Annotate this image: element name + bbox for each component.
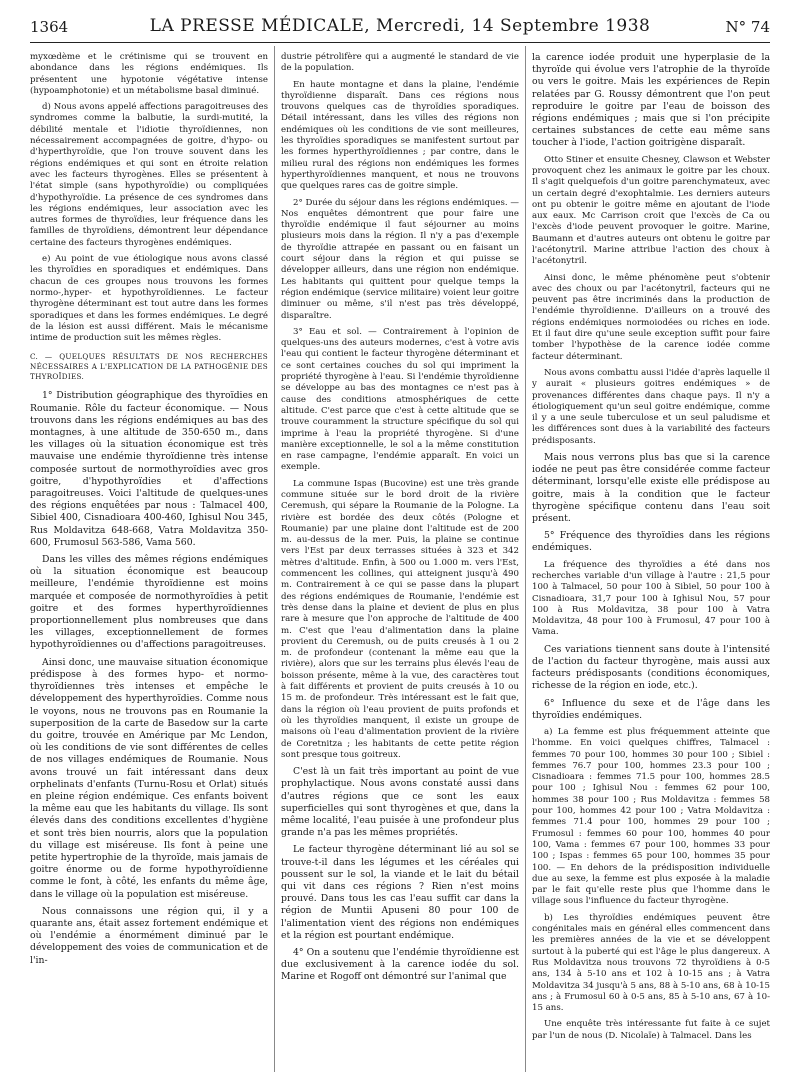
paragraph: Dans les villes des mêmes régions endémiques où la situation économique est beaucoup meilleure, l'endémie thyroïdienne est moins marquée et composée de normothyroïdies à petit goitre et des formes hyperthyroïdiennes proportionnellement plus nombreuses que dans les villages, exceptionnellement de formes hypothyroïdiennes ou d'affections paragoitreuses. [30,554,268,651]
paragraph: d) Nous avons appelé affections paragoitreuses des syndromes comme la balbutie, la surdi-mutité, la débilité mentale et l'idiotie thyroïdiennes, non nécessairement accompagnées de goitre, d'hypo- ou d'hyperthyroïdie, que l'on trouve souvent dans les régions endémiques et qui sont en étroite relation avec les facteurs thyrogènes. Elles se présentent à l'état simple (sans hypothyroïdie) ou compliquées d'hypothyroïdie. La présence de ces syndromes dans les régions endémiques, leur association avec les autres formes de thyroïdies, leur fréquence dans les familles de thyroïdiens, démontrent leur dépendance certaine des facteurs thyrogènes endémiques. [30,102,268,248]
paragraph: Mais nous verrons plus bas que si la carence iodée ne peut pas être considérée comme facteur déterminant, lorsqu'elle existe elle prédispose au goitre, mais à la condition que le facteur thyrogène spécifique contenu dans l'eau soit présent. [532,452,770,525]
paragraph: myxœdème et le crétinisme qui se trouvent en abondance dans les régions endémiques. Ils présentent une hypotonie végétative intense (hypoamphotonie) et un métabolisme basal diminué. [30,52,268,96]
section-heading: C. — QUELQUES RÉSULTATS DE NOS RECHERCHES NÉCESSAIRES A L'EXPLICATION DE LA PATHOGÉNIE DES THYROÏDIES. [30,352,268,382]
paragraph: b) Les thyroïdies endémiques peuvent être congénitales mais en général elles commencent dans les premières années de la vie et se développent surtout à la puberté qui est l'âge le plus dangereux. A Rus Moldavitza nous trouvons 72 thyroïdiens à 0-5 ans, 134 à 5-10 ans et 102 à 10-15 ans ; à Vatra Moldavitza 34 jusqu'à 5 ans, 88 à 5-10 ans, 68 à 10-15 ans ; à Frumosul 60 à 0-5 ans, 85 à 5-10 ans, 67 à 10-15 ans. [532,912,770,1014]
paragraph: 3° Eau et sol. — Contrairement à l'opinion de quelques-uns des auteurs modernes, c'est à votre avis l'eau qui contient le facteur thyrogène déterminant et ce sont certaines couches du sol qui impriment la propriété thyrogène à l'eau. Si l'endémie thyroïdienne se développe au bas des montagnes ce n'est pas à cause des conditions atmosphériques de cette altitude. C'est parce que c'est à cette altitude que se trouve couramment la structure spécifique du sol qui imprime à l'eau la propriété thyrogène. Si d'une manière exceptionnelle, le sol a la même constitution en rase campagne, l'endémie apparaît. En voici un exemple. [281,326,519,473]
journal-title: LA PRESSE MÉDICALE, Mercredi, 14 Septembre 1938 [149,16,651,36]
column-2 [281,52,519,1074]
paragraph: la carence iodée produit une hyperplasie de la thyroïde qui évolue vers l'atrophie de la thyroïde ou vers le goitre. Mais les expériences de Repin relatées par G. Roussy démontrent que l'on peut reproduire le goitre par l'eau de boisson des régions endémiques ; mais que si l'on précipite certaines substances de cette eau même sans toucher à l'iode, l'action goitrigène disparaît. [532,52,770,149]
paragraph: Le facteur thyrogène déterminant lié au sol se trouve-t-il dans les légumes et les céréales qui poussent sur le sol, la viande et le lait du bétail qui vit dans ces régions ? Rien n'est moins prouvé. Dans tous les cas l'eau suffit car dans la région de Muntii Apuseni 80 pour 100 de l'alimentation vient des régions non endémiques et la région est pourtant endémique. [281,844,519,941]
paragraph: 4° On a soutenu que l'endémie thyroïdienne est due exclusivement à la carence iodée du sol. Marine et Rogoff ont démontré sur l'animal que [281,946,519,983]
paragraph: e) Au point de vue étiologique nous avons classé les thyroïdies en sporadiques et endémiques. Dans chacun de ces groupes nous trouvons les formes normo-,hyper- et hypothyroïdiennes. Le facteur thyrogène déterminant est tout autre dans les formes sporadiques et dans les formes endémiques. Le degré de la lésion est aussi différent. Mais le mécanisme intime de production suit les mêmes règles. [30,254,268,344]
paragraph: En haute montagne et dans la plaine, l'endémie thyroïdienne disparaît. Dans ces régions nous trouvons quelques cas de thyroïdies sporadiques. Détail intéressant, dans les villes des régions non endémiques où les conditions de vie sont meilleures, les thyroïdies sporadiques se manifestent surtout par les formes hyperthyroïdiennes ; par contre, dans le milieu rural des régions non endémiques les formes hyperthyroïdiennes manquent, et nous ne trouvons que quelques rares cas de goitre simple. [281,79,519,192]
page-header [30,16,770,43]
issue-number: N° 74 [725,18,770,36]
column-divider [274,46,275,1072]
paragraph: Ainsi donc, le même phénomène peut s'obtenir avec des choux ou par l'acétonytril, facteurs qui ne peuvent pas être incriminés dans la production de l'endémie thyroïdienne. D'ailleurs on a trouvé des régions endémiques normoiodées ou riches en iode. Et il faut dire qu'une seule exception suffit pour faire tomber l'hypothèse de la carence iodée comme facteur déterminant. [532,272,770,362]
page-number: 1364 [30,18,69,36]
paragraph: C'est là un fait très important au point de vue prophylactique. Nous avons constaté aussi dans d'autres régions que ce sont les eaux superficielles qui sont thyrogènes et que, dans la même localité, l'eau puisée à une profondeur plus grande n'a pas les mêmes propriétés. [281,766,519,839]
paragraph: La commune Ispas (Bucovine) est une très grande commune située sur le bord droit de la rivière Ceremush, qui sépare la Roumanie de la Pologne. La rivière est bordée des deux côtés (Pologne et Roumanie) par une plaine dont l'altitude est de 200 m. au-dessus de la mer. Puis, la plaine se continue vers l'Est par deux terrasses situées à 323 et 342 mètres d'altitude. Enfin, à 500 ou 1.000 m. vers l'Est, commencent les collines, qui atteignent jusqu'à 490 m. Contrairement à ce qui se passe dans la plupart des régions endémiques de Roumanie, l'endémie est très dense dans la plaine et devient de plus en plus rare à mesure que l'on approche de l'altitude de 400 m. C'est que l'eau d'alimentation dans la plaine provient du Ceremush, ou de puits creusés à 1 ou 2 m. de profondeur (contenant la même eau que la rivière), alors que sur les terrains plus élevés l'eau de boisson présente, même à la vue, des caractères tout à fait différents et provient de puits creusés à 10 ou 15 m. de profondeur. Très intéressant est le fait que, dans la région où l'eau provient de puits profonds et où les thyroïdies manquent, il existe un groupe de maisons où l'eau d'alimentation provient de la rivière de Coretnitza ; les habitants de cette petite région sont presque tous goitreux. [281,478,519,760]
subheading: 5° Fréquence des thyroïdies dans les régions endémiques. [532,530,770,554]
column-1 [30,52,268,1074]
paragraph: La fréquence des thyroïdies a été dans nos recherches variable d'un village à l'autre : 21,5 pour 100 à Talmacel, 50 pour 100 à Sibiel, 50 pour 100 à Cisnadioara, 31,7 pour 100 à Ighisul Nou, 57 pour 100 à Rus Moldavitza, 38 pour 100 à Vatra Moldavitza, 48 pour 100 à Frumosul, 47 pour 100 à Vama. [532,559,770,638]
paragraph: 1° Distribution géographique des thyroïdies en Roumanie. Rôle du facteur économique. — Nous trouvons dans les régions endémiques au bas des montagnes, à une altitude de 350-650 m., dans les villages où la situation économique est très mauvaise une endémie thyroïdienne très intense composée surtout de normothyroïdies avec gros goitre, d'hypothyroïdies et d'affections paragoitreuses. Voici l'altitude de quelques-unes des régions enquêtées par nous : Talmacel 400, Sibiel 400, Cisnadioara 400-460, Ighisul Nou 345, Rus Moldavitza 648-668, Vatra Moldavitza 350-600, Frumosul 563-586, Vama 560. [30,390,268,548]
column-3 [532,52,770,1074]
paragraph: Nous connaissons une région qui, il y a quarante ans, était assez fortement endémique et où l'endémie a énormément diminué par le développement des voies de communication et de l'in- [30,905,268,966]
subheading: 6° Influence du sexe et de l'âge dans les thyroïdies endémiques. [532,697,770,721]
paragraph: a) La femme est plus fréquemment atteinte que l'homme. En voici quelques chiffres, Talmacel : femmes 70 pour 100, hommes 30 pour 100 ; Sibiel : femmes 76.7 pour 100, hommes 23.3 pour 100 ; Cisnadioara : femmes 71.5 pour 100, hommes 28.5 pour 100 ; Ighisul Nou : femmes 62 pour 100, hommes 38 pour 100 ; Rus Moldavitza : femmes 58 pour 100, hommes 42 pour 100 ; Vatra Moldavitza : femmes 71.4 pour 100, hommes 29 pour 100 ; Frumosul : femmes 60 pour 100, hommes 40 pour 100, Vama : femmes 67 pour 100, hommes 33 pour 100 ; Ispas : femmes 65 pour 100, hommes 35 pour 100. — En dehors de la prédisposition individuelle due au sexe, la femme est plus exposée à la maladie par le fait qu'elle reste plus que l'homme dans le village sous l'influence du facteur thyrogène. [532,726,770,907]
paragraph: Ainsi donc, une mauvaise situation économique prédispose à des formes hypo- et normo-thyroïdiennes très intenses et empêche le développement des hyperthyroïdies. Comme nous le voyons, nous ne trouvons pas en Roumanie la superposition de la carte de Basedow sur la carte du goitre, trouvée en Amérique par Mc Lendon, où les conditions de vie sont différentes de celles de nos villages endémiques de Roumanie. Nous avons trouvé un fait intéressant dans deux orphelinats d'enfants (Turnu-Rosu et Orlat) situés en pleine région endémique. Ces enfants boivent la même eau que les habitants du village. Ils sont élevés dans des conditions excellentes d'hygiène et sont très bien nourris, alors que la population du village est miséreuse. Ils font à peine une petite hypertrophie de la thyroïde, mais jamais de goitre énorme ou de forme hypothyroïdienne comme le font, à côté, les enfants du même âge, dans le village où la population est miséreuse. [30,656,268,900]
column-divider [525,46,526,1072]
paragraph: dustrie pétrolifère qui a augmenté le standard de vie de la population. [281,52,519,74]
paragraph: Ces variations tiennent sans doute à l'intensité de l'action du facteur thyrogène, mais aussi aux facteurs prédisposants (conditions économiques, richesse de la région en iode, etc.). [532,643,770,692]
paragraph: Une enquête très intéressante fut faite à ce sujet par l'un de nous (D. Nicolaïe) à Talmacel. Dans les [532,1019,770,1041]
paragraph: 2° Durée du séjour dans les régions endémiques. — Nos enquêtes démontrent que pour faire une thyroïdie endémique il faut séjourner au moins plusieurs mois dans la région. Il n'y a pas d'exemple de thyroïdie attrapée en passant ou en faisant un court séjour dans la région et qui puisse se développer ailleurs, dans une région non endémique. Les habitants qui quittent pour quelque temps la région endémique (service militaire) voient leur goitre diminuer ou même, s'il n'est pas très développé, disparaître. [281,197,519,321]
paragraph: Nous avons combattu aussi l'idée d'après laquelle il y aurait « plusieurs goitres endémiques » de provenances différentes dans chaque pays. Il n'y a étiologiquement qu'un seul goitre endémique, comme il y a une seule tuberculose et un seul paludisme et les différences sont dues à la variabilité des facteurs prédisposants. [532,367,770,446]
paragraph: Otto Stiner et ensuite Chesney, Clawson et Webster provoquent chez les animaux le goitre par les choux. Il s'agit quelquefois d'un goitre parenchymateux, avec un certain degré d'exophtalmie. Les derniers auteurs ont pu obtenir le goitre même en ajoutant de l'iode aux eaux. Mc Carrison croit que l'excès de Ca ou l'excès d'iode peuvent provoquer le goitre. Marine, Baumann et d'autres auteurs ont obtenu le goitre par l'acétonytril. Marine attribue l'action des choux à l'acétonytril. [532,154,770,267]
